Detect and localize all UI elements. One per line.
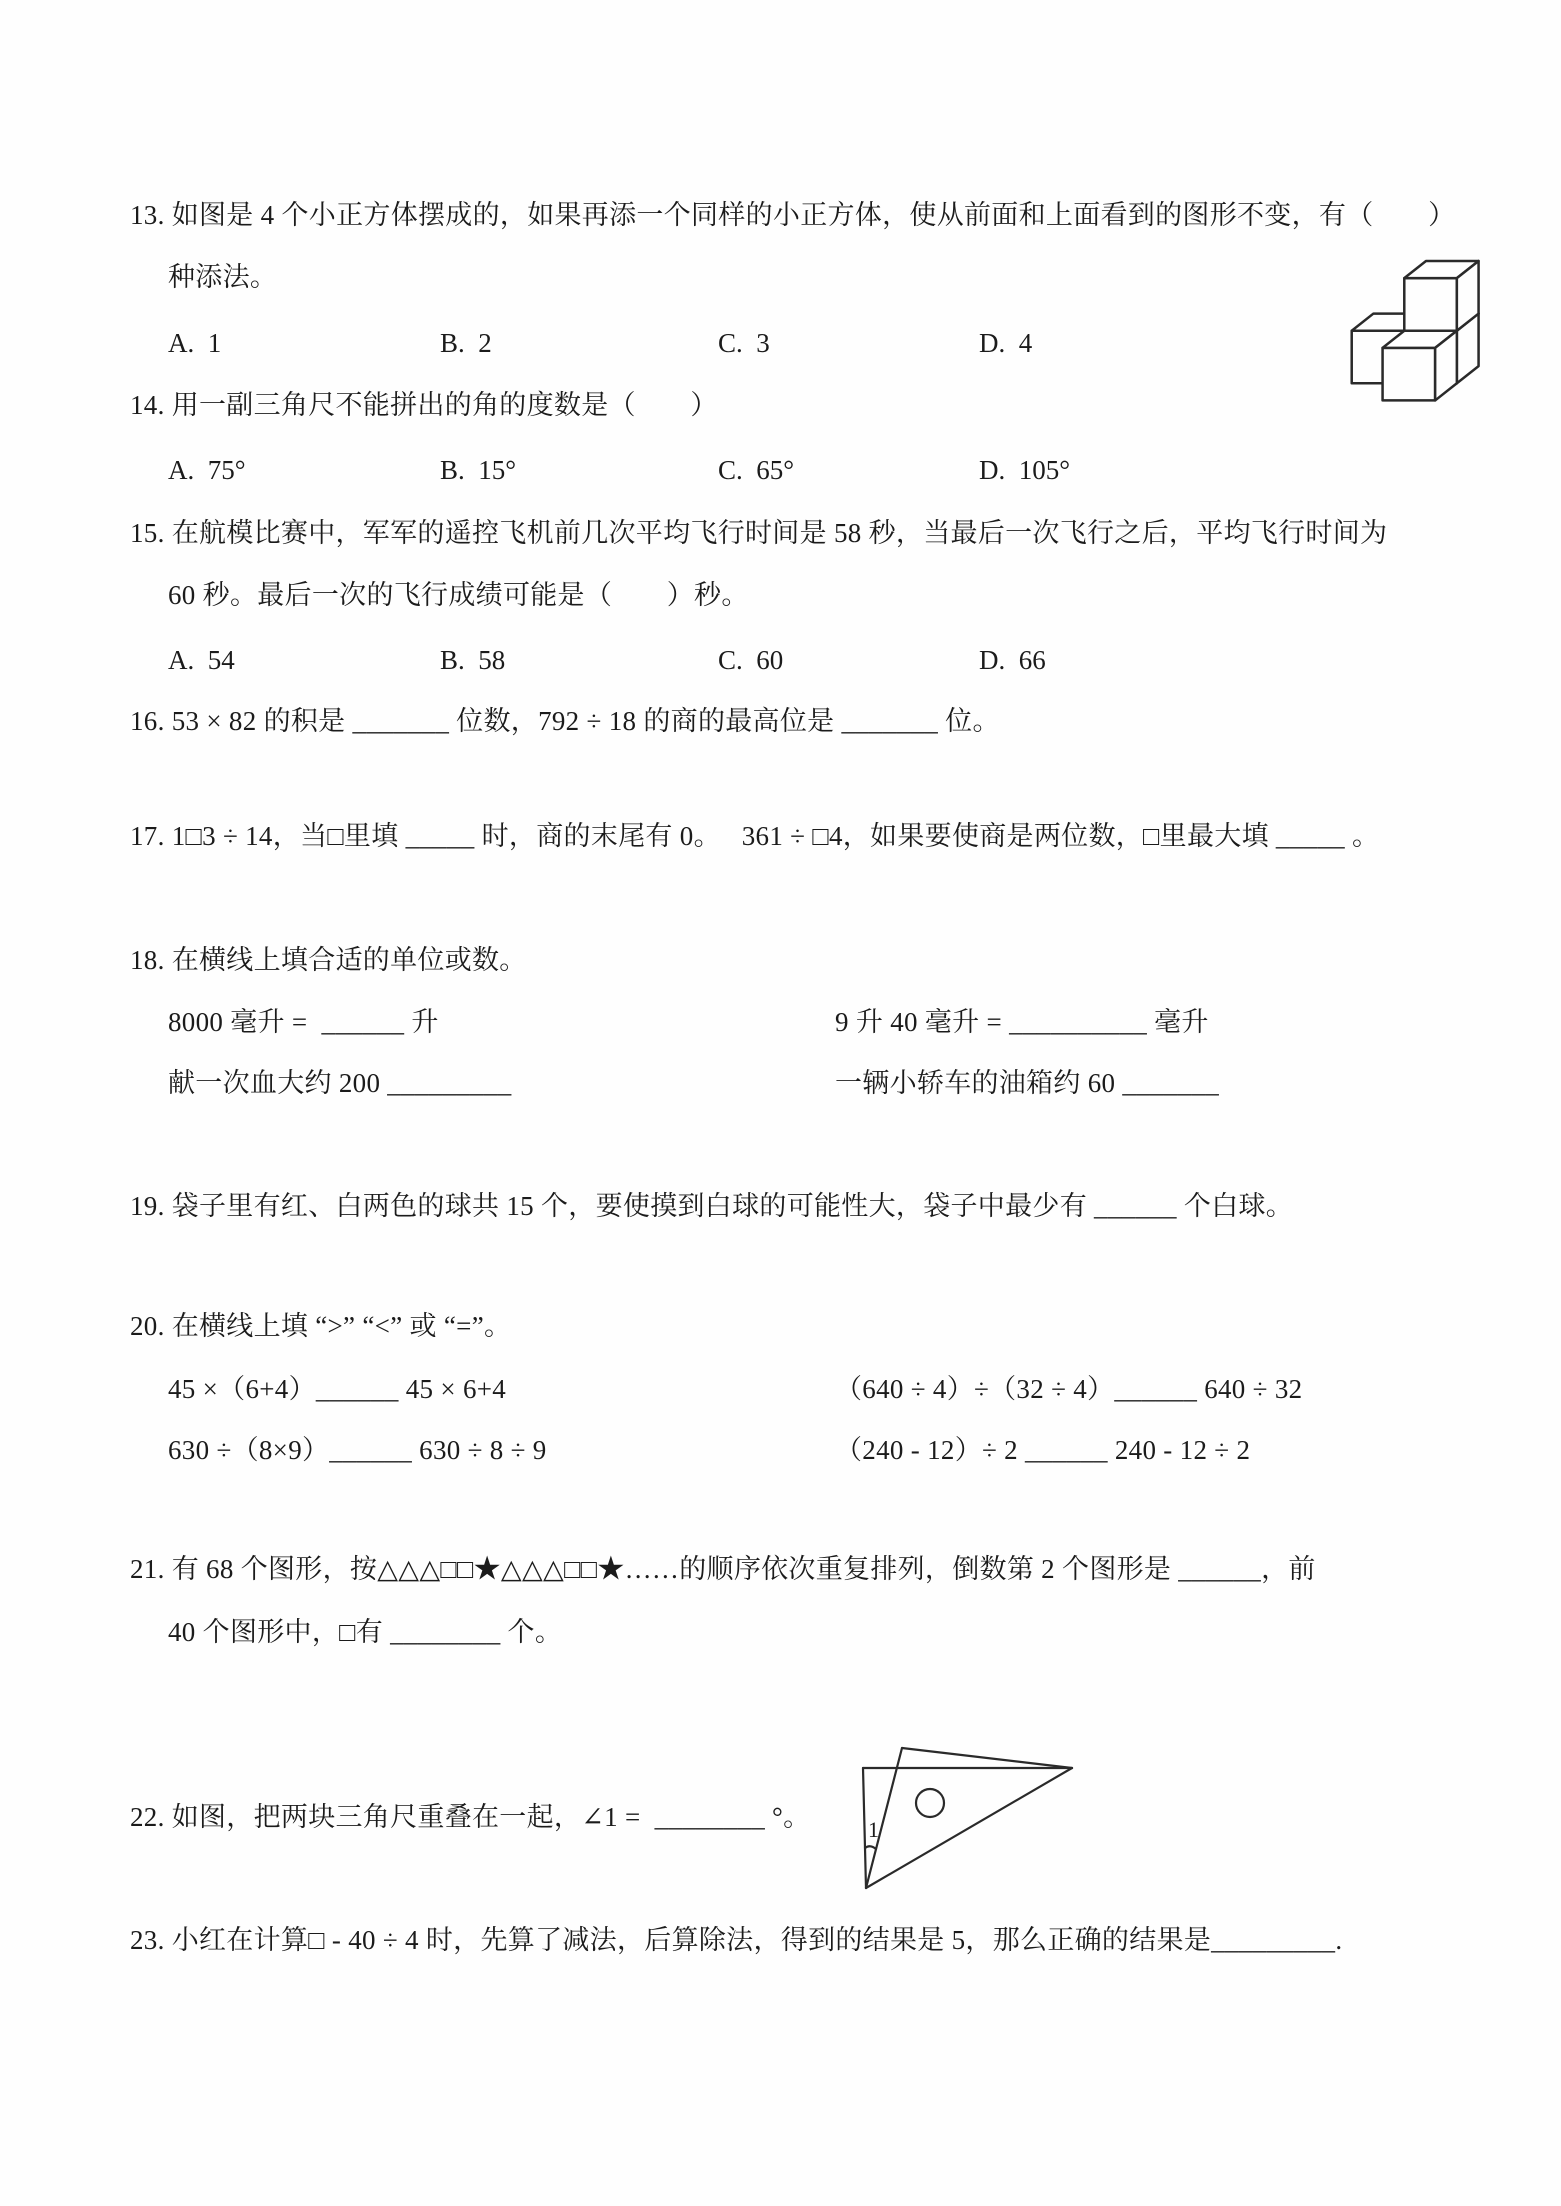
question-20-row1-right: （640 ÷ 4）÷（32 ÷ 4）______ 640 ÷ 32 bbox=[835, 1374, 1303, 1404]
question-19-line-1: 19. 袋子里有红、白两色的球共 15 个，要使摸到白球的可能性大，袋子中最少有 ______ 个白球。 bbox=[130, 1191, 1294, 1221]
question-21-line-1: 21. 有 68 个图形，按△△△□□★△△△□□★……的顺序依次重复排列，倒数第 2 个图形是 ______，前 bbox=[130, 1554, 1316, 1584]
question-18-row1-right: 9 升 40 毫升 = __________ 毫升 bbox=[835, 1007, 1209, 1037]
angle-1-label: 1 bbox=[868, 1817, 879, 1842]
question-21-line-2: 40 个图形中，□有 ________ 个。 bbox=[168, 1617, 563, 1647]
question-18-row2-left: 献一次血大约 200 _________ bbox=[168, 1068, 512, 1098]
option-b: B. 58 bbox=[440, 645, 506, 675]
question-15-line-1: 15. 在航模比赛中，军军的遥控飞机前几次平均飞行时间是 58 秒，当最后一次飞行之后，平均飞行时间为 bbox=[130, 518, 1388, 548]
question-18-row2-right: 一辆小轿车的油箱约 60 _______ bbox=[835, 1068, 1219, 1098]
cube-face bbox=[1383, 348, 1436, 401]
option-d: D. 66 bbox=[979, 645, 1046, 675]
triangle-rulers-figure bbox=[848, 1733, 1088, 1903]
ruler-hole bbox=[916, 1789, 944, 1817]
ruler-edge bbox=[863, 1768, 866, 1888]
question-13-line-1: 13. 如图是 4 个小正方体摆成的，如果再添一个同样的小正方体，使从前面和上面看到的图形不变，有（ ） bbox=[130, 200, 1456, 230]
option-c: C. 3 bbox=[718, 328, 770, 358]
option-b: B. 2 bbox=[440, 328, 492, 358]
question-16-line-1: 16. 53 × 82 的积是 _______ 位数，792 ÷ 18 的商的最高位是 _______ 位。 bbox=[130, 706, 1000, 736]
question-18-row1-left: 8000 毫升 = ______ 升 bbox=[168, 1007, 439, 1037]
question-17-line-1: 17. 1□3 ÷ 14，当□里填 _____ 时，商的末尾有 0。 361 ÷ □4，如果要使商是两位数，□里最大填 _____ 。 bbox=[130, 821, 1380, 851]
question-23-line-1: 23. 小红在计算□ - 40 ÷ 4 时，先算了减法，后算除法，得到的结果是 5，那么正确的结果是_________. bbox=[130, 1925, 1343, 1955]
cube-face bbox=[1404, 278, 1457, 331]
angle-arc bbox=[865, 1846, 876, 1849]
option-a: A. 75° bbox=[168, 455, 246, 485]
ruler-edge bbox=[866, 1768, 1072, 1888]
four-cubes-figure bbox=[1338, 246, 1498, 412]
question-15-line-2: 60 秒。最后一次的飞行成绩可能是（ ）秒。 bbox=[168, 580, 749, 610]
option-d: D. 4 bbox=[979, 328, 1033, 358]
ruler-edge bbox=[902, 1748, 1072, 1768]
question-18-title: 18. 在横线上填合适的单位或数。 bbox=[130, 945, 527, 975]
option-b: B. 15° bbox=[440, 455, 517, 485]
option-c: C. 60 bbox=[718, 645, 784, 675]
option-a: A. 1 bbox=[168, 328, 222, 358]
question-13-line-2: 种添法。 bbox=[168, 262, 278, 292]
question-22-line-1: 22. 如图，把两块三角尺重叠在一起，∠1 = ________ °。 bbox=[130, 1802, 811, 1832]
question-14-line-1: 14. 用一副三角尺不能拼出的角的度数是（ ） bbox=[130, 390, 718, 420]
question-20-row1-left: 45 ×（6+4）______ 45 × 6+4 bbox=[168, 1374, 507, 1404]
option-d: D. 105° bbox=[979, 455, 1071, 485]
option-c: C. 65° bbox=[718, 455, 795, 485]
question-20-row2-left: 630 ÷（8×9）______ 630 ÷ 8 ÷ 9 bbox=[168, 1435, 547, 1465]
option-a: A. 54 bbox=[168, 645, 235, 675]
question-20-title: 20. 在横线上填 “>” “<” 或 “=”。 bbox=[130, 1311, 512, 1341]
question-20-row2-right: （240 - 12）÷ 2 ______ 240 - 12 ÷ 2 bbox=[835, 1435, 1251, 1465]
